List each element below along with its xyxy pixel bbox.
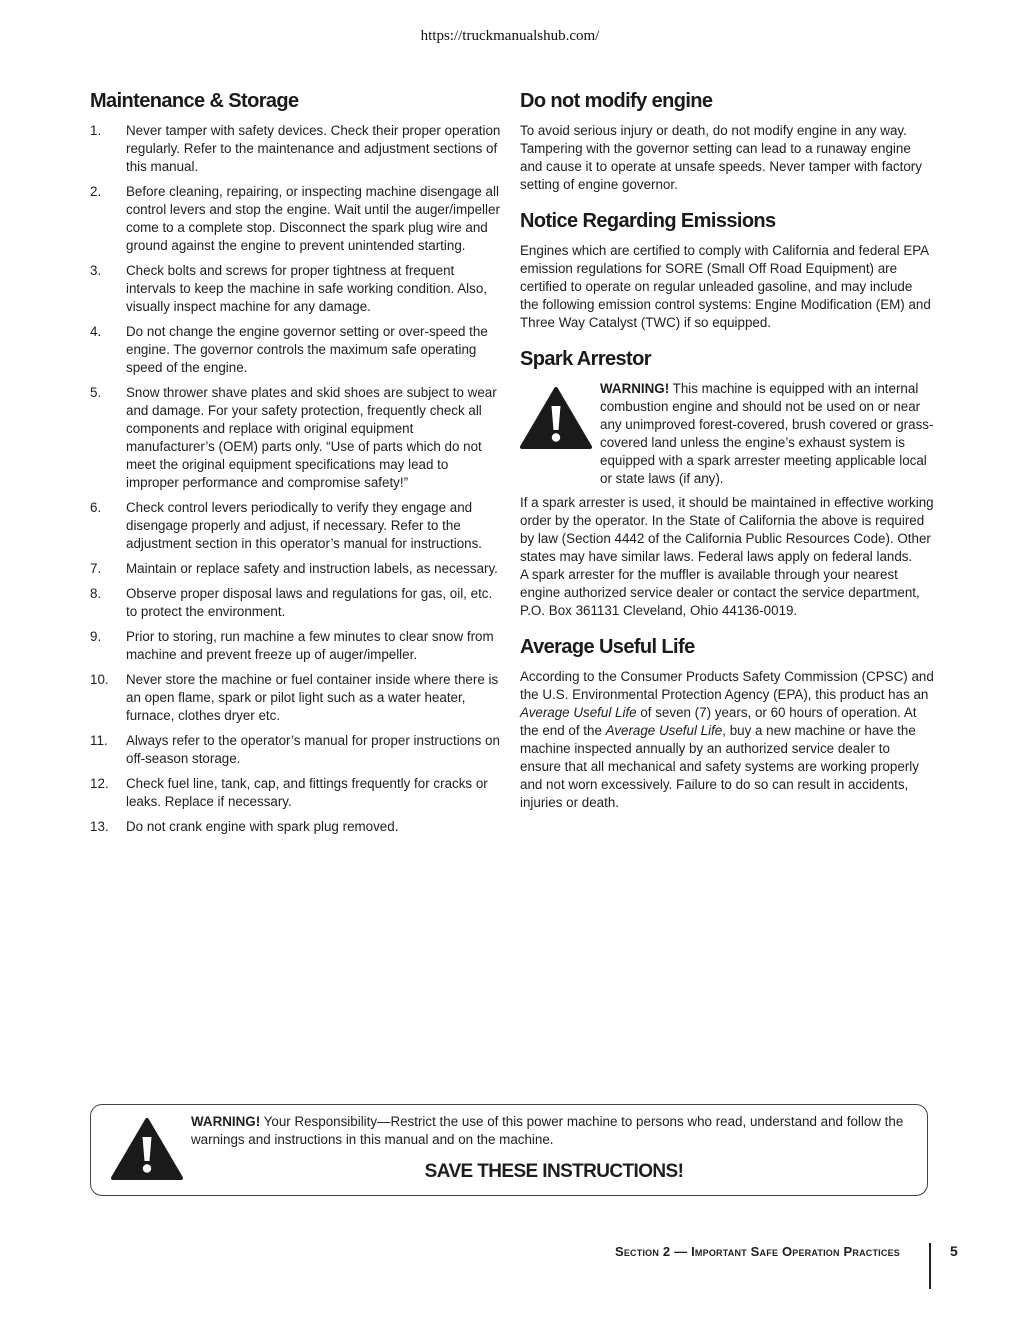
footer-section-title: Section 2 — Important Safe Operation Practices bbox=[614, 1244, 900, 1259]
list-item-number: 9. bbox=[90, 629, 102, 644]
maintenance-heading: Maintenance & Storage bbox=[90, 90, 299, 112]
maintenance-list bbox=[90, 122, 502, 836]
list-item-number: 10. bbox=[90, 672, 109, 687]
spark-para-2: A spark arrester for the muffler is available through your nearest engine authorized service dealer or contact the service department, P.O. Box 361131 Cleveland, Ohio 44136-0019. bbox=[520, 567, 920, 618]
list-item bbox=[90, 499, 502, 553]
list-item-number: 8. bbox=[90, 586, 102, 601]
spark-section bbox=[520, 346, 934, 620]
responsibility-warning-box bbox=[90, 1104, 928, 1196]
list-item-number: 11. bbox=[90, 733, 108, 748]
modify-text: To avoid serious injury or death, do not modify engine in any way. Tampering with the governor setting can lead to a runaway engine and cause it to operate at unsafe speeds. Never tamper with factory setting of engine governor. bbox=[520, 123, 922, 192]
responsibility-warning-label: WARNING! bbox=[191, 1114, 261, 1129]
list-item-text: Prior to storing, run machine a few minutes to clear snow from machine and prevent freeze up of auger/impeller. bbox=[126, 629, 494, 662]
emissions-section bbox=[520, 208, 934, 332]
spark-para-1: If a spark arrester is used, it should be maintained in effective working order by the operator. In the State of California the above is required by law (Section 4442 of the California Public Resources Code). Other states may have similar laws. Federal laws apply on federal lands. bbox=[520, 495, 934, 564]
spark-warning-label: WARNING! bbox=[600, 381, 670, 396]
life-italic-a: Average Useful Life bbox=[520, 705, 637, 720]
modify-heading: Do not modify engine bbox=[520, 90, 713, 112]
list-item bbox=[90, 775, 502, 811]
list-item-number: 4. bbox=[90, 324, 102, 339]
list-item-number: 2. bbox=[90, 184, 102, 199]
life-text-b: of seven (7) years, or 60 hours of operation. At the end of the bbox=[520, 705, 917, 738]
list-item-text: Never tamper with safety devices. Check their proper operation regularly. Refer to the maintenance and adjustment sections of this manual. bbox=[126, 123, 501, 174]
right-column bbox=[520, 88, 934, 826]
spark-warning bbox=[520, 380, 934, 488]
list-item-text: Observe proper disposal laws and regulations for gas, oil, etc. to protect the environment. bbox=[126, 586, 493, 619]
emissions-heading: Notice Regarding Emissions bbox=[520, 210, 776, 232]
list-item bbox=[90, 183, 502, 255]
list-item-number: 5. bbox=[90, 385, 102, 400]
list-item bbox=[90, 384, 502, 492]
responsibility-warning-text bbox=[191, 1113, 911, 1149]
life-italic-b: Average Useful Life bbox=[605, 723, 723, 738]
left-column bbox=[90, 88, 502, 843]
emissions-text: Engines which are certified to comply with California and federal EPA emission regulations for SORE (Small Off Road Equipment) are certified to operate on regular unleaded gasoline, and may include the following emission control systems: Engine Modification (EM) and Three Way Catalyst (TWC) if so equipped. bbox=[520, 243, 931, 330]
responsibility-warning-body: Your Responsibility—Restrict the use of this power machine to persons who read, understand and follow the warnings and instructions in this manual and on the machine. bbox=[191, 1114, 904, 1147]
spark-warning-text bbox=[592, 380, 934, 488]
list-item-text: Check control levers periodically to verify they engage and disengage properly and adjust, if necessary. Refer to the adjustment section in this operator’s manual for instructions. bbox=[126, 500, 483, 551]
list-item-text: Never store the machine or fuel container inside where there is an open flame, spark or pilot light such as a water heater, furnace, clothes dryer etc. bbox=[126, 672, 499, 723]
list-item-number: 1. bbox=[90, 123, 102, 138]
list-item-number: 13. bbox=[90, 819, 109, 834]
list-item bbox=[90, 818, 502, 836]
list-item bbox=[90, 671, 502, 725]
life-text-a: According to the Consumer Products Safety Commission (CPSC) and the U.S. Environmental Protection Agency (EPA), this product has an bbox=[520, 669, 934, 702]
list-item-text: Do not crank engine with spark plug removed. bbox=[126, 819, 399, 834]
list-item bbox=[90, 732, 502, 768]
list-item-text: Always refer to the operator’s manual for proper instructions on off-season storage. bbox=[126, 733, 500, 766]
list-item-text: Before cleaning, repairing, or inspecting machine disengage all control levers and stop the engine. Wait until the auger/impeller come to a complete stop. Disconnect the spark plug wire and ground against the engine to prevent unintended starting. bbox=[126, 184, 500, 253]
list-item-text: Maintain or replace safety and instruction labels, as necessary. bbox=[126, 561, 498, 576]
save-instructions-heading: SAVE THESE INSTRUCTIONS! bbox=[424, 1161, 684, 1182]
list-item-text: Do not change the engine governor setting or over-speed the engine. The governor controls the maximum safe operating speed of the engine. bbox=[126, 324, 488, 375]
source-url[interactable]: https://truckmanualshub.com/ bbox=[420, 28, 600, 44]
list-item-text: Snow thrower shave plates and skid shoes are subject to wear and damage. For your safety protection, frequently check all components and replace with original equipment manufacturer’s (OEM) parts only. “Use of parts which do not meet the original equipment specifications may lead to improper performance and compromise safety!” bbox=[126, 385, 497, 490]
modify-section bbox=[520, 88, 934, 194]
list-item-number: 6. bbox=[90, 500, 102, 515]
list-item-text: Check bolts and screws for proper tightness at frequent intervals to keep the machine in safe working condition. Also, visually inspect machine for any damage. bbox=[126, 263, 488, 314]
list-item bbox=[90, 323, 502, 377]
life-heading: Average Useful Life bbox=[520, 636, 695, 658]
spark-heading: Spark Arrestor bbox=[520, 348, 651, 370]
list-item bbox=[90, 585, 502, 621]
life-section bbox=[520, 634, 934, 812]
life-text-c: , buy a new machine or have the machine inspected annually by an authorized service dealer to ensure that all mechanical and safety systems are working properly and not worn excessively. Failure to do so can result in accidents, injuries or death. bbox=[520, 723, 919, 810]
list-item-text: Check fuel line, tank, cap, and fittings frequently for cracks or leaks. Replace if necessary. bbox=[126, 776, 488, 809]
list-item bbox=[90, 122, 502, 176]
list-item bbox=[90, 560, 502, 578]
warning-triangle-icon bbox=[520, 380, 592, 455]
list-item-number: 3. bbox=[90, 263, 102, 278]
list-item-number: 7. bbox=[90, 561, 102, 576]
list-item-number: 12. bbox=[90, 776, 109, 791]
page-number: 5 bbox=[950, 1243, 958, 1259]
spark-warning-body: This machine is equipped with an internal combustion engine and should not be used on or near any unimproved forest-covered, brush covered or grass-covered land unless the engine’s exhaust system is equipped with a spark arrester meeting applicable local or state laws (if any). bbox=[600, 381, 934, 486]
life-text bbox=[520, 668, 934, 812]
list-item bbox=[90, 262, 502, 316]
list-item bbox=[90, 628, 502, 664]
footer-divider bbox=[929, 1243, 931, 1289]
